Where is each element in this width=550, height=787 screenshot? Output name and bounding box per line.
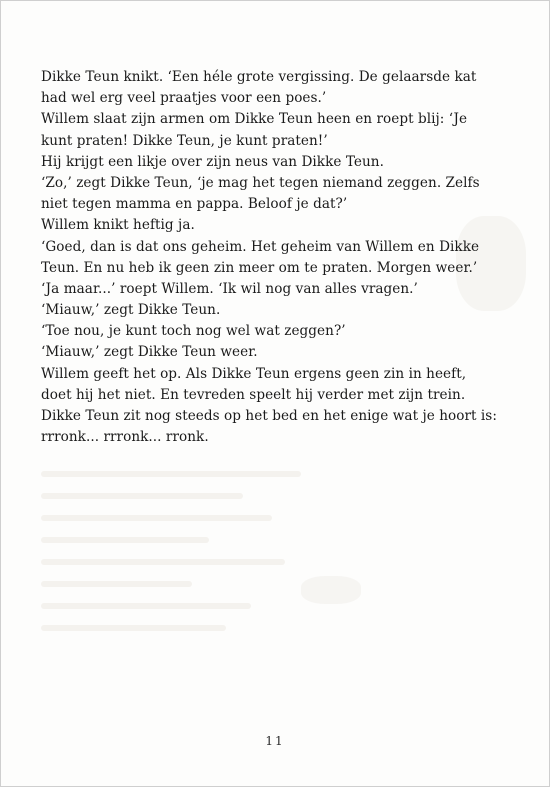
text-line: Teun. En nu heb ik geen zin meer om te praten. Morgen weer.’ (41, 259, 478, 276)
text-line: rrronk... rrronk... rronk. (41, 429, 209, 446)
text-line: ‘Miauw,’ zegt Dikke Teun. (41, 302, 221, 319)
text-line: Dikke Teun knikt. ‘Een héle grote vergissing. De gelaarsde kat (41, 69, 477, 85)
text-line: ‘Ja maar...’ roept Willem. ‘Ik wil nog van alles vragen.’ (41, 280, 418, 297)
text-line: ‘Zo,’ zegt Dikke Teun, ‘je mag het tegen niemand zeggen. Zelfs (41, 174, 480, 191)
text-line: ‘Miauw,’ zegt Dikke Teun weer. (41, 344, 258, 361)
bleed-through-text (41, 471, 461, 647)
text-line: niet tegen mamma en pappa. Beloof je dat?’ (41, 196, 348, 213)
text-line: Willem geeft het op. Als Dikke Teun ergens geen zin in heeft, (41, 365, 467, 382)
text-line: ‘Goed, dan is dat ons geheim. Het geheim van Willem en Dikke (41, 238, 480, 255)
text-line: ‘Toe nou, je kunt toch nog wel wat zeggen?’ (41, 323, 346, 340)
body-text (41, 67, 521, 448)
text-line: kunt praten! Dikke Teun, je kunt praten!’ (41, 132, 328, 149)
text-line: Willem slaat zijn armen om Dikke Teun heen en roept blij: ‘Je (41, 111, 468, 128)
page-number: 11 (265, 734, 285, 748)
text-line: Dikke Teun zit nog steeds op het bed en het enige wat je hoort is: (41, 408, 497, 424)
text-line: Willem knikt heftig ja. (41, 217, 195, 234)
text-line: doet hij het niet. En tevreden speelt hij verder met zijn trein. (41, 386, 466, 403)
text-line: had wel erg veel praatjes voor een poes.’ (41, 90, 327, 107)
text-line: Hij krijgt een likje over zijn neus van Dikke Teun. (41, 153, 384, 170)
